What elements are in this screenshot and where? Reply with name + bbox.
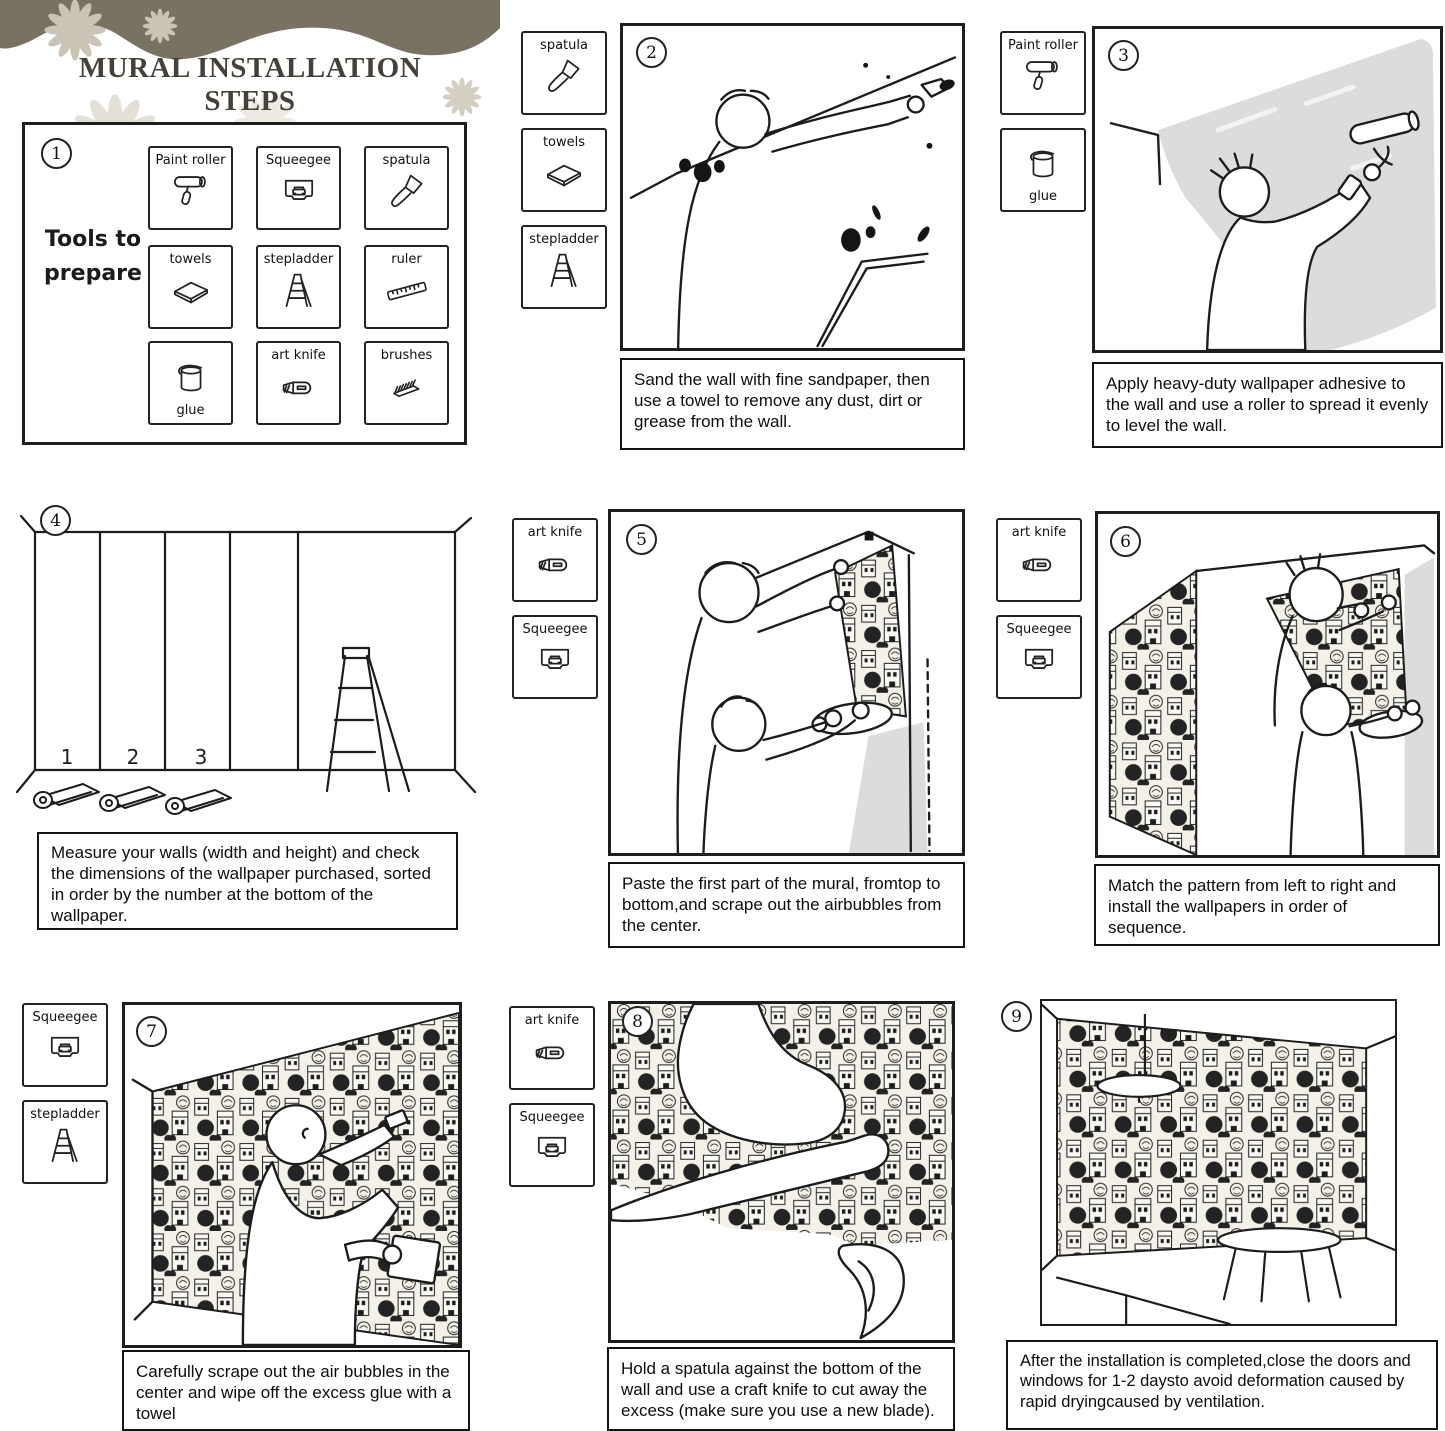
step8-caption: Hold a spatula against the bottom of the wall and use a craft knife to cut away the excess (make sure you use a new blade).	[607, 1347, 955, 1431]
step8-number-badge	[622, 1006, 653, 1037]
tool-label: brushes	[380, 348, 433, 363]
step7-caption: Carefully scrape out the air bubbles in the center and wipe off the excess glue with a towel	[122, 1350, 470, 1431]
step5-number-badge	[626, 524, 657, 555]
step4-caption: Measure your walls (width and height) and check the dimensions of the wallpaper purchased, sorted in order by the number at the bottom of the wallpaper.	[37, 832, 458, 930]
step3-number-badge	[1108, 40, 1139, 71]
tool-label: spatula	[382, 153, 431, 168]
stepladder-icon	[42, 1123, 88, 1167]
tool-chip-squeegee	[509, 1103, 595, 1187]
tool-chip-towels	[521, 128, 607, 212]
step3-tools	[1000, 31, 1086, 212]
tool-label: Squeegee	[519, 1110, 585, 1125]
art-knife-icon	[275, 364, 323, 408]
step1-number-badge	[41, 138, 72, 169]
step3-illustration	[1095, 29, 1440, 350]
step6-number: 6	[1120, 531, 1131, 552]
step8-illustration-frame	[608, 1001, 955, 1343]
towels-icon	[541, 151, 587, 195]
page-title: MURAL INSTALLATION STEPS	[78, 52, 422, 117]
step7-number-badge	[136, 1016, 167, 1047]
tool-label: spatula	[540, 38, 588, 53]
art-knife-icon	[532, 541, 578, 585]
step7-tools	[22, 1003, 108, 1184]
tool-chip-glue	[1000, 128, 1086, 212]
step8-illustration	[611, 1004, 952, 1340]
tool-label: Paint roller	[155, 153, 226, 168]
tool-chip-squeegee	[996, 615, 1082, 699]
tool-chip-stepladder	[521, 225, 607, 309]
spatula-icon	[541, 54, 587, 98]
step9-caption: After the installation is completed,close the doors and windows for 1-2 daysto avoid deformation caused by rapid dryingcaused by ventilation.	[1006, 1340, 1438, 1430]
paint-roller-icon	[1020, 54, 1066, 98]
step9-number-badge	[1001, 1001, 1032, 1032]
step5-tools	[512, 518, 598, 699]
toolbox-spatula	[364, 146, 449, 230]
step6-illustration-frame	[1095, 511, 1440, 858]
corner-mark	[865, 532, 874, 541]
tool-chip-art-knife	[509, 1006, 595, 1090]
brushes-icon	[383, 364, 431, 408]
ruler-icon	[383, 268, 431, 312]
step5-number: 5	[636, 529, 647, 550]
step9-illustration-frame	[1040, 999, 1397, 1326]
toolbox-stepladder	[256, 245, 341, 329]
step2-illustration-frame	[620, 23, 965, 351]
tool-chip-spatula	[521, 31, 607, 115]
tool-label: art knife	[271, 348, 326, 363]
step2-number-badge	[636, 37, 667, 68]
panel-number-2: 2	[126, 745, 140, 769]
step3-caption: Apply heavy-duty wallpaper adhesive to the wall and use a roller to spread it evenly to level the wall.	[1092, 362, 1443, 448]
wallpaper-roll-icon	[100, 787, 165, 811]
excess-flap	[839, 1244, 904, 1338]
toolbox-ruler	[364, 245, 449, 329]
step4-number: 4	[50, 510, 61, 531]
tool-label: towels	[169, 252, 212, 267]
tool-chip-squeegee	[22, 1003, 108, 1087]
step2-caption: Sand the wall with fine sandpaper, then use a towel to remove any dust, dirt or grease from the wall.	[620, 358, 965, 450]
art-knife-icon	[1016, 541, 1062, 585]
step6-tools	[996, 518, 1082, 699]
installed-wallpaper	[1110, 571, 1196, 855]
tool-label: glue	[176, 403, 205, 418]
squeegee-icon	[275, 169, 323, 213]
tool-label: towels	[542, 135, 586, 150]
wallpaper-roll-icon	[166, 790, 231, 814]
paint-roller-icon	[167, 169, 215, 213]
step5-illustration	[611, 512, 962, 853]
tool-label: stepladder	[263, 252, 334, 267]
towels-icon	[167, 268, 215, 312]
step8-tools	[509, 1006, 595, 1187]
step3-number: 3	[1118, 45, 1129, 66]
squeegee-icon	[532, 638, 578, 682]
tool-label: stepladder	[529, 232, 599, 247]
tools-heading: Tools to prepare	[44, 227, 142, 287]
wall-dirt-spots	[679, 63, 956, 252]
toolbox-art-knife	[256, 341, 341, 425]
step4-illustration	[15, 498, 480, 828]
tool-label: Squeegee	[32, 1010, 98, 1025]
step9-illustration	[1042, 1001, 1395, 1324]
tool-chip-art-knife	[512, 518, 598, 602]
step2-illustration	[623, 26, 962, 348]
panel-number-1: 1	[60, 745, 74, 769]
tool-label: Squeegee	[522, 622, 588, 637]
tool-label: ruler	[391, 252, 422, 267]
tool-label: Paint roller	[1008, 38, 1078, 53]
tool-chip-art-knife	[996, 518, 1082, 602]
step8-number: 8	[632, 1011, 643, 1032]
step7-number: 7	[146, 1021, 157, 1042]
step2-number: 2	[646, 42, 657, 63]
stepladder-icon	[541, 248, 587, 292]
step6-illustration	[1098, 514, 1437, 855]
glue-icon	[167, 359, 215, 403]
ceiling-lamp	[1097, 1075, 1180, 1097]
tool-label: Squeegee	[1006, 622, 1072, 637]
coffee-table	[1218, 1228, 1340, 1252]
toolbox-glue	[148, 341, 233, 425]
squeegee-icon	[1016, 638, 1062, 682]
step5-caption: Paste the first part of the mural, fromtop to bottom,and scrape out the airbubbles from the center.	[608, 862, 965, 948]
step5-illustration-frame	[608, 509, 965, 856]
step7-illustration-frame	[122, 1002, 462, 1348]
art-knife-icon	[529, 1029, 575, 1073]
tool-label: Squeegee	[266, 153, 331, 168]
tool-chip-squeegee	[512, 615, 598, 699]
squeegee-icon	[529, 1126, 575, 1170]
glue-icon	[1020, 145, 1066, 189]
step1-number: 1	[51, 143, 62, 164]
toolbox-squeegee	[256, 146, 341, 230]
tool-label: glue	[1028, 189, 1058, 204]
squeegee-icon	[42, 1026, 88, 1070]
step1-panel	[22, 122, 467, 445]
spatula-icon	[383, 169, 431, 213]
tool-label: art knife	[1011, 525, 1067, 540]
step7-illustration	[125, 1005, 459, 1345]
step6-number-badge	[1110, 526, 1141, 557]
panel-number-3: 3	[194, 745, 208, 769]
toolbox-brushes	[364, 341, 449, 425]
tool-chip-paint-roller	[1000, 31, 1086, 115]
step3-illustration-frame	[1092, 26, 1443, 353]
tool-label: art knife	[527, 525, 583, 540]
tool-label: stepladder	[30, 1107, 100, 1122]
stepladder-icon	[275, 268, 323, 312]
finished-wall	[1057, 1019, 1366, 1256]
toolbox-towels	[148, 245, 233, 329]
tool-chip-stepladder	[22, 1100, 108, 1184]
step2-tools	[521, 31, 607, 309]
toolbox-paint-roller	[148, 146, 233, 230]
step6-caption: Match the pattern from left to right and install the wallpapers in order of sequence.	[1094, 864, 1440, 946]
tool-label: art knife	[524, 1013, 580, 1028]
step9-number: 9	[1011, 1006, 1022, 1027]
step4-number-badge	[40, 505, 71, 536]
wallpaper-roll-icon	[34, 784, 99, 808]
